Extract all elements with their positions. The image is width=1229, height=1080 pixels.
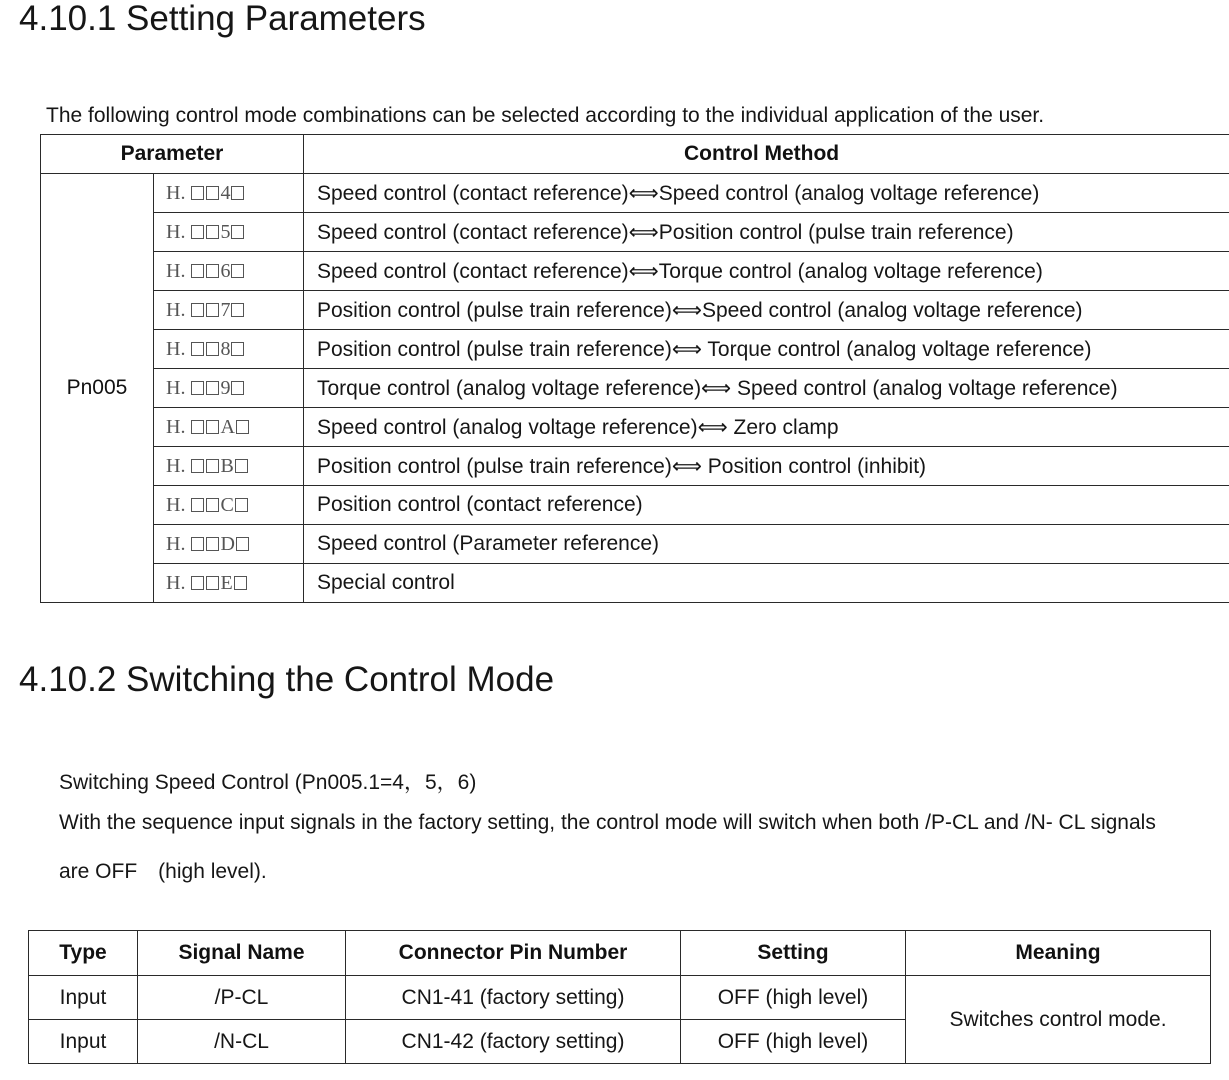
placeholder-digit-box xyxy=(206,303,219,317)
control-method-cell: Position control (contact reference) xyxy=(304,486,1229,525)
control-method-cell: Torque control (analog voltage reference)⟺ Speed control (analog voltage reference) xyxy=(304,369,1229,408)
placeholder-digit-box xyxy=(191,576,204,590)
header-setting: Setting xyxy=(681,931,906,976)
parameter-code-cell xyxy=(154,369,304,408)
parameter-code-cell xyxy=(154,174,304,213)
signal-name-cell: /N-CL xyxy=(138,1020,346,1064)
intro-text: The following control mode combinations can be selected according to the individual application of the user. xyxy=(46,104,1045,127)
parameter-code-cell xyxy=(154,564,304,603)
control-method-cell: Speed control (analog voltage reference)⟺ Zero clamp xyxy=(304,408,1229,447)
placeholder-digit-box xyxy=(235,498,248,512)
header-signal-name: Signal Name xyxy=(138,931,346,976)
placeholder-digit-box xyxy=(206,459,219,473)
control-method-cell: Special control xyxy=(304,564,1229,603)
code-prefix: H. xyxy=(166,532,186,555)
setting-cell: OFF (high level) xyxy=(681,976,906,1020)
type-cell: Input xyxy=(29,1020,138,1064)
section-heading-setting-parameters: 4.10.1 Setting Parameters xyxy=(19,0,426,38)
type-cell: Input xyxy=(29,976,138,1020)
placeholder-digit-box xyxy=(231,264,244,278)
table-row xyxy=(41,486,1229,525)
code-digit: 7 xyxy=(220,298,231,321)
table-row xyxy=(41,252,1229,291)
placeholder-digit-box xyxy=(191,381,204,395)
placeholder-digit-box xyxy=(191,459,204,473)
code-digit: 9 xyxy=(220,376,231,399)
parameter-code-cell xyxy=(154,213,304,252)
code-prefix: H. xyxy=(166,298,186,321)
code-prefix: H. xyxy=(166,454,186,477)
placeholder-digit-box xyxy=(231,225,244,239)
table-row xyxy=(41,408,1229,447)
table-row xyxy=(41,564,1229,603)
header-type: Type xyxy=(29,931,138,976)
table-row xyxy=(41,447,1229,486)
header-meaning: Meaning xyxy=(906,931,1211,976)
table-row xyxy=(41,213,1229,252)
placeholder-digit-box xyxy=(191,342,204,356)
parameter-code-cell xyxy=(154,447,304,486)
table-row xyxy=(41,369,1229,408)
control-method-cell: Speed control (Parameter reference) xyxy=(304,525,1229,564)
placeholder-digit-box xyxy=(206,264,219,278)
table-row xyxy=(41,330,1229,369)
connector-pin-cell: CN1-42 (factory setting) xyxy=(346,1020,681,1064)
parameter-code-cell xyxy=(154,291,304,330)
control-method-cell: Position control (pulse train reference)⟺ Position control (inhibit) xyxy=(304,447,1229,486)
placeholder-digit-box xyxy=(231,186,244,200)
table-header-row xyxy=(41,135,1229,174)
placeholder-digit-box xyxy=(191,498,204,512)
placeholder-digit-box xyxy=(191,264,204,278)
table-row xyxy=(41,525,1229,564)
control-method-cell: Position control (pulse train reference)⟺ Torque control (analog voltage reference) xyxy=(304,330,1229,369)
placeholder-digit-box xyxy=(236,537,249,551)
code-digit: 8 xyxy=(220,337,231,360)
table-row xyxy=(41,291,1229,330)
parameter-code-cell xyxy=(154,252,304,291)
table-row xyxy=(41,174,1229,213)
header-connector-pin: Connector Pin Number xyxy=(346,931,681,976)
placeholder-digit-box xyxy=(235,459,248,473)
placeholder-digit-box xyxy=(206,537,219,551)
code-prefix: H. xyxy=(166,376,186,399)
placeholder-digit-box xyxy=(231,381,244,395)
description-line-1: With the sequence input signals in the factory setting, the control mode will switch when both /P-CL and /N- CL signals xyxy=(59,811,1156,834)
placeholder-digit-box xyxy=(191,186,204,200)
placeholder-digit-box xyxy=(191,537,204,551)
header-control-method: Control Method xyxy=(304,135,1229,174)
control-method-cell: Speed control (contact reference)⟺Torque control (analog voltage reference) xyxy=(304,252,1229,291)
placeholder-digit-box xyxy=(206,576,219,590)
control-method-cell: Position control (pulse train reference)⟺Speed control (analog voltage reference) xyxy=(304,291,1229,330)
control-method-cell: Speed control (contact reference)⟺Position control (pulse train reference) xyxy=(304,213,1229,252)
section-heading-switching-control-mode: 4.10.2 Switching the Control Mode xyxy=(19,660,555,699)
parameter-code-cell xyxy=(154,486,304,525)
code-digit: D xyxy=(220,532,235,555)
placeholder-digit-box xyxy=(191,420,204,434)
code-prefix: H. xyxy=(166,493,186,516)
code-digit: 6 xyxy=(220,259,231,282)
placeholder-digit-box xyxy=(206,342,219,356)
placeholder-digit-box xyxy=(206,225,219,239)
meaning-cell: Switches control mode. xyxy=(906,976,1211,1064)
placeholder-digit-box xyxy=(231,303,244,317)
table-row xyxy=(29,976,1211,1020)
description-line-2: are OFF (high level). xyxy=(59,860,267,883)
placeholder-digit-box xyxy=(234,576,247,590)
placeholder-digit-box xyxy=(206,381,219,395)
header-parameter: Parameter xyxy=(41,135,304,174)
signal-name-cell: /P-CL xyxy=(138,976,346,1020)
code-prefix: H. xyxy=(166,220,186,243)
control-method-cell: Speed control (contact reference)⟺Speed control (analog voltage reference) xyxy=(304,174,1229,213)
placeholder-digit-box xyxy=(206,186,219,200)
setting-cell: OFF (high level) xyxy=(681,1020,906,1064)
placeholder-digit-box xyxy=(191,303,204,317)
code-digit: B xyxy=(220,454,234,477)
parameter-name-cell: Pn005 xyxy=(41,174,154,603)
placeholder-digit-box xyxy=(206,498,219,512)
connector-pin-cell: CN1-41 (factory setting) xyxy=(346,976,681,1020)
placeholder-digit-box xyxy=(231,342,244,356)
code-prefix: H. xyxy=(166,337,186,360)
code-prefix: H. xyxy=(166,259,186,282)
parameter-code-cell xyxy=(154,330,304,369)
placeholder-digit-box xyxy=(206,420,219,434)
subsection-title: Switching Speed Control (Pn005.1=4，5，6) xyxy=(59,771,477,794)
code-digit: A xyxy=(220,415,235,438)
parameter-code-cell xyxy=(154,408,304,447)
placeholder-digit-box xyxy=(236,420,249,434)
code-prefix: H. xyxy=(166,181,186,204)
code-digit: 4 xyxy=(220,181,231,204)
code-digit: E xyxy=(220,571,233,594)
control-mode-table xyxy=(40,134,1229,603)
code-digit: 5 xyxy=(220,220,231,243)
signal-table xyxy=(28,930,1211,1064)
code-prefix: H. xyxy=(166,415,186,438)
placeholder-digit-box xyxy=(191,225,204,239)
code-digit: C xyxy=(220,493,234,516)
table-header-row xyxy=(29,931,1211,976)
parameter-code-cell xyxy=(154,525,304,564)
code-prefix: H. xyxy=(166,571,186,594)
